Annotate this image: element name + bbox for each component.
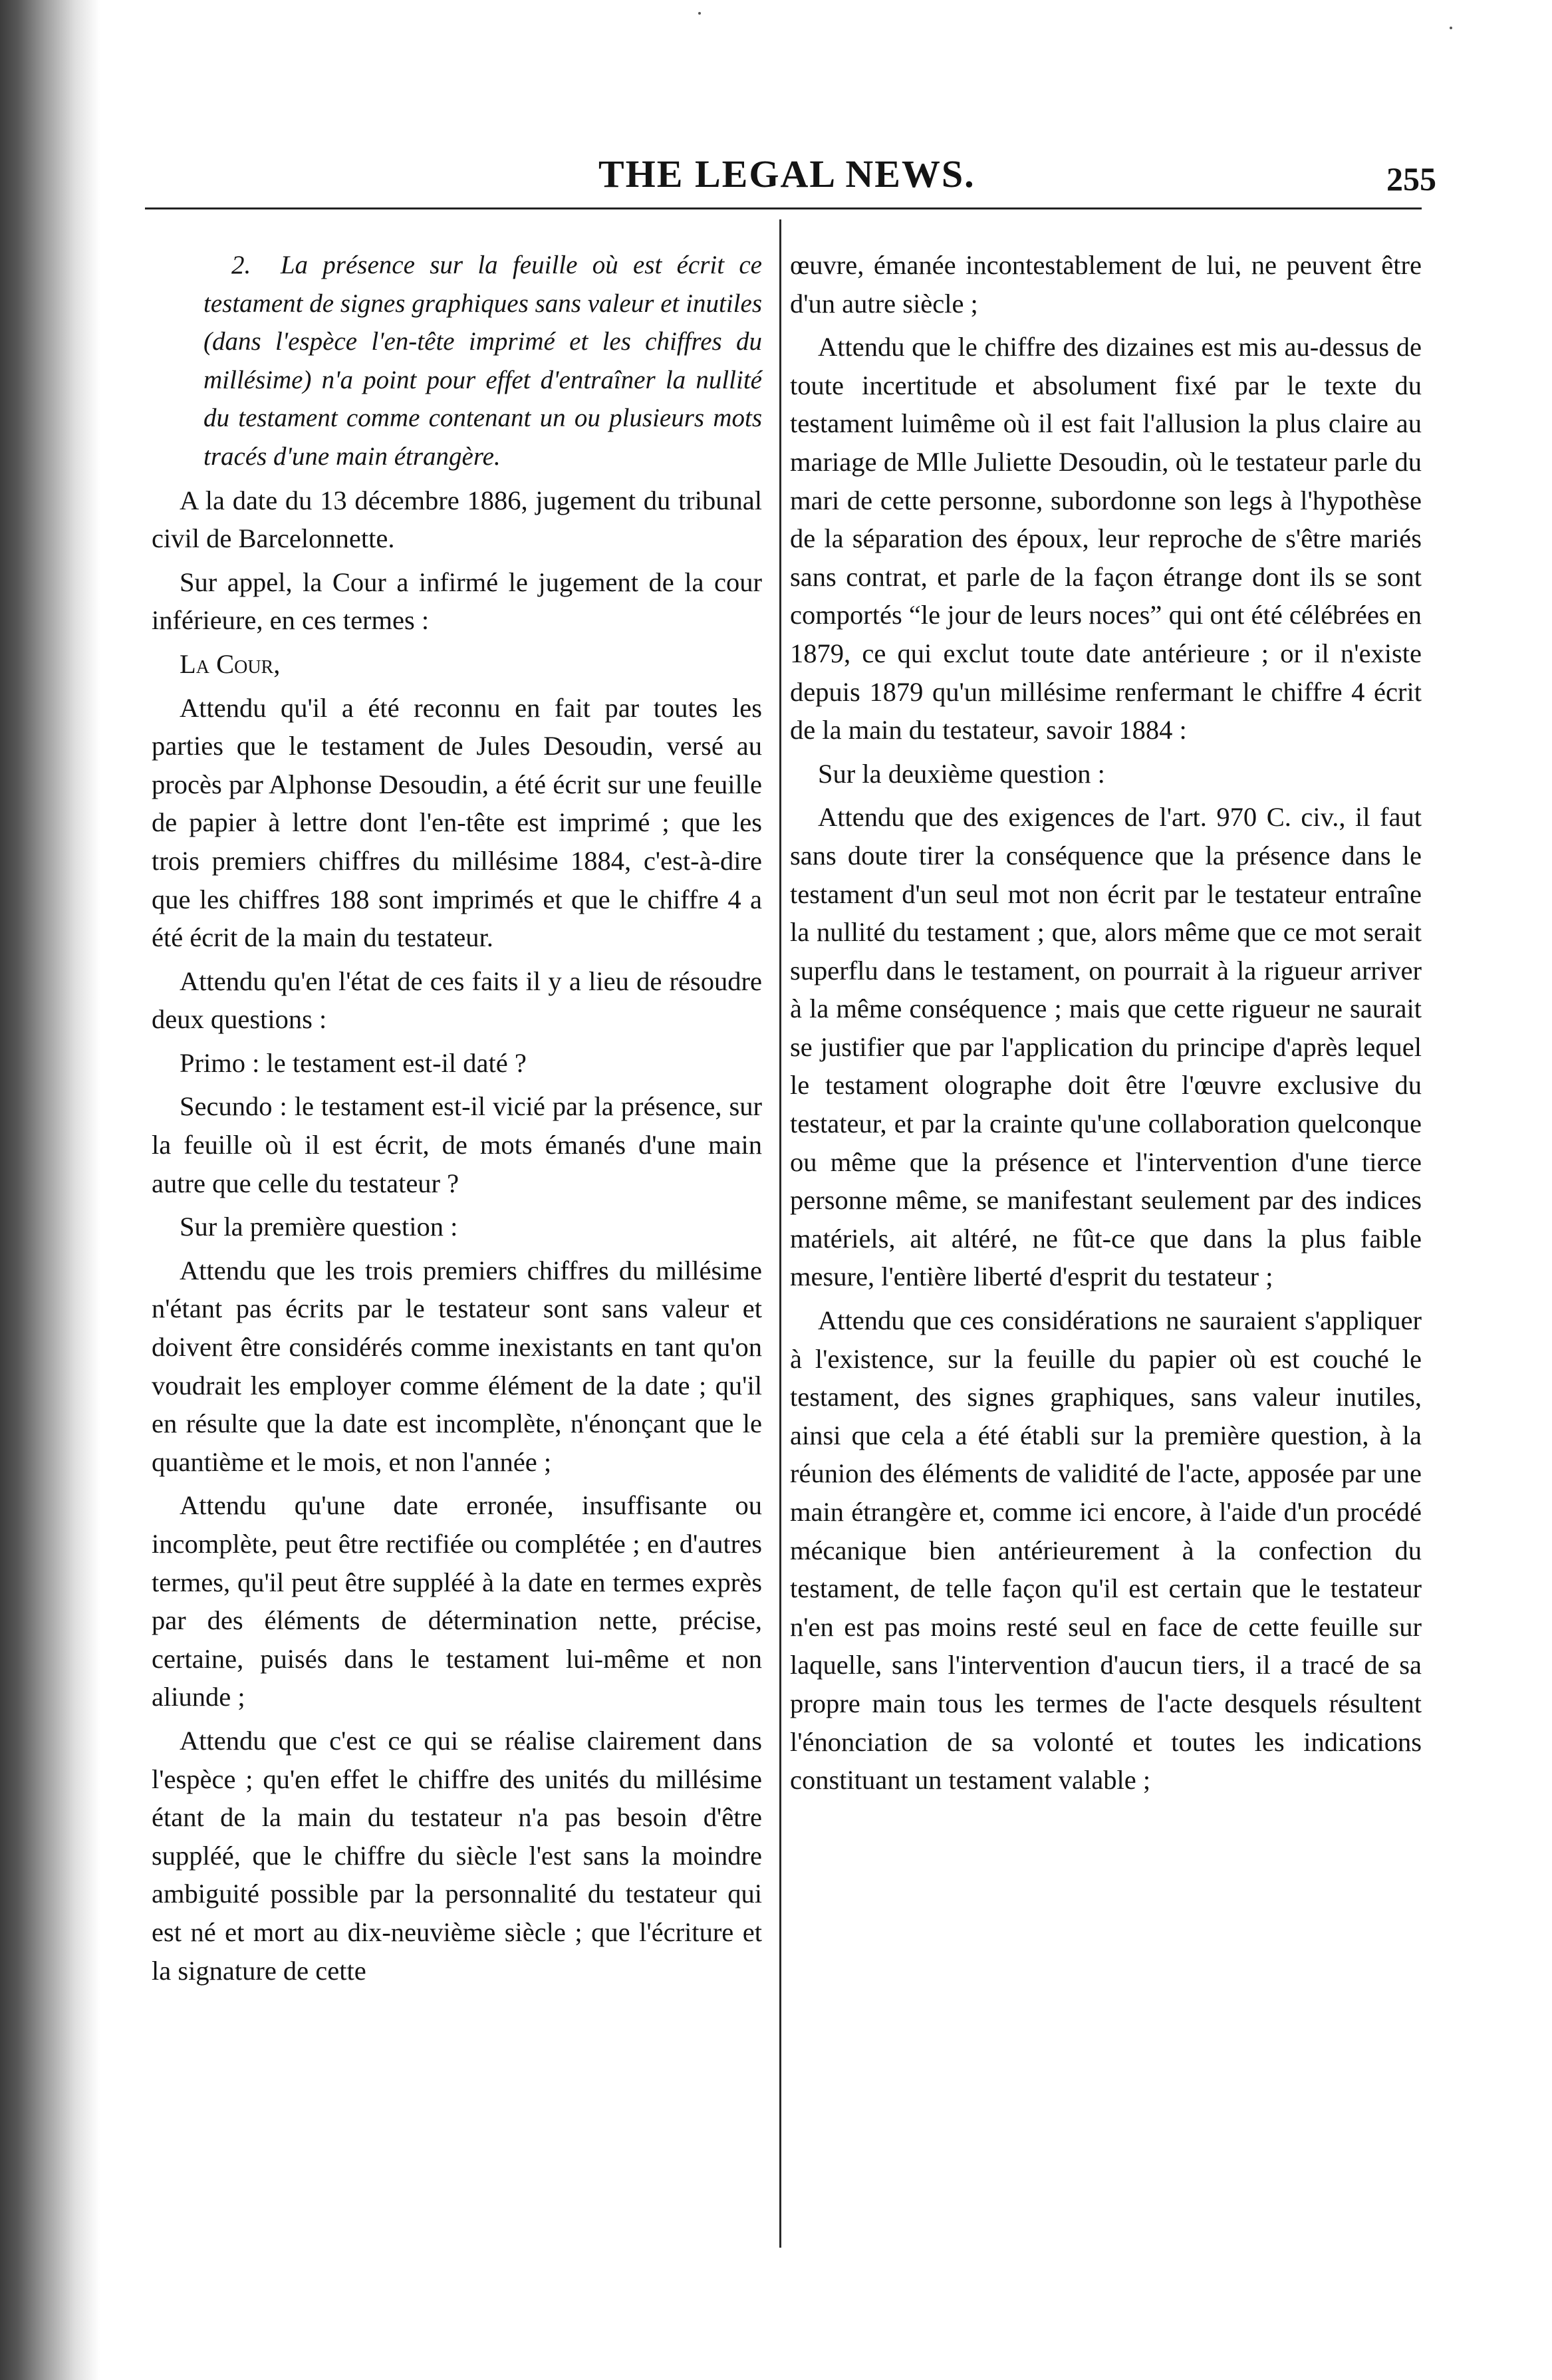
running-head: THE LEGAL NEWS.: [598, 152, 975, 196]
paragraph: A la date du 13 décembre 1886, jugement du tribunal civil de Barcelonnette.: [152, 485, 762, 554]
paragraph: Sur la première question :: [180, 1212, 458, 1242]
headnote: [152, 246, 762, 476]
paragraph: Sur la deuxième question :: [818, 758, 1105, 789]
paragraph: Primo : le testament est-il daté ?: [180, 1047, 527, 1078]
right-column: [790, 246, 1422, 1805]
column-divider: [779, 219, 781, 2248]
headnote-number: 2.: [231, 251, 251, 279]
paragraph: Attendu qu'une date erronée, insuffisante ou incomplète, peut être rectifiée ou complétée ; en d'autres termes, qu'il peut être suppléé à la date en termes exprès par des éléments de détermination nette, précise, certaine, puisés dans le testament lui-même et non aliunde ;: [152, 1490, 762, 1712]
headnote-text: La présence sur la feuille où est écrit ce testament de signes graphiques sans valeur et inutiles (dans l'espèce l'en-tête imprimé et les chiffres du millésime) n'a point pour effet d'entraîner la nullité du testament comme contenant un ou plusieurs mots tracés d'une main étrangère.: [203, 251, 762, 471]
paragraph: Attendu que les trois premiers chiffres du millésime n'étant pas écrits par le testateur sont sans valeur et doivent être considérés comme inexistants en tant qu'on voudrait les employer comme élément de la date ; qu'il en résulte que la date est incomplète, n'énonçant que le quantième et le mois, et non l'année ;: [152, 1255, 762, 1477]
paper-speck: [1450, 27, 1452, 29]
paragraph: Attendu que ces considérations ne sauraient s'appliquer à l'existence, sur la feuille du papier où est couché le testament, des signes graphiques, sans valeur inutiles, ainsi que cela a été établi sur la première question, à la réunion des éléments de validité de l'acte, apposée par une main étrangère et, comme ici encore, à l'aide d'un procédé mécanique bien antérieurement à la confection du testament, de telle façon qu'il est certain que le testateur n'en est pas moins resté seul en face de cette feuille sur laquelle, sans l'intervention d'aucun tiers, il a tracé de sa propre main tous les termes de l'acte desquels résultent l'énonciation de sa volonté et toutes les indications constituant un testament valable ;: [790, 1305, 1422, 1795]
page-number: 255: [1386, 160, 1436, 198]
paragraph: Attendu qu'en l'état de ces faits il y a lieu de résoudre deux questions :: [152, 966, 762, 1035]
paragraph: Attendu que le chiffre des dizaines est mis au-dessus de toute incertitude et absolument fixé par le texte du testament luimême où il est fait l'allusion la plus claire au mariage de Mlle Juliette Desoudin, où le testateur parle du mari de cette personne, subordonne son legs à l'hypothèse de la séparation des époux, leur reproche de s'être mariés sans contrat, et parle de la façon étrange dont ils se sont comportés “le jour de leurs noces” qui ont été célébrées en 1879, ce qui exclut toute date antérieure ; or il n'existe depuis 1879 qu'un millésime renfermant le chiffre 4 écrit de la main du testateur, savoir 1884 :: [790, 332, 1422, 745]
paragraph: œuvre, émanée incontestablement de lui, ne peuvent être d'un autre siècle ;: [790, 250, 1422, 319]
paragraph: Secundo : le testament est-il vicié par la présence, sur la feuille où il est écrit, de mots émanés d'une main autre que celle du testateur ?: [152, 1091, 762, 1198]
paragraph: Attendu que des exigences de l'art. 970 C. civ., il faut sans doute tirer la conséquence que la présence dans le testament d'un seul mot non écrit par le testateur entraîne la nullité du testament ; que, alors même que ce mot serait superflu dans le testament, on pourrait à la rigueur arriver à la même conséquence ; mais que cette rigueur ne saurait se justifier que par l'application du principe d'après lequel le testament olographe doit être l'œuvre exclusive du testateur, et par la crainte qu'une collaboration quelconque ou même que la présence et l'intervention d'une tierce personne même, se manifestant seulement par des indices matériels, ait altéré, ne fût-ce que dans la plus faible mesure, l'entière liberté d'esprit du testateur ;: [790, 802, 1422, 1292]
header-rule: [145, 207, 1422, 209]
paragraph: Attendu qu'il a été reconnu en fait par toutes les parties que le testament de Jules Desoudin, versé au procès par Alphonse Desoudin, a été écrit sur une feuille de papier à lettre dont l'en-tête est imprimé ; que les trois premiers chiffres du millésime 1884, c'est-à-dire que les chiffres 188 sont imprimés et que le chiffre 4 a été écrit de la main du testateur.: [152, 692, 762, 953]
court-heading: La Cour,: [180, 648, 281, 679]
paper-speck: [698, 12, 701, 15]
paragraph: Sur appel, la Cour a infirmé le jugement de la cour inférieure, en ces termes :: [152, 567, 762, 636]
paragraph: Attendu que c'est ce qui se réalise clairement dans l'espèce ; qu'en effet le chiffre des unités du millésime étant de la main du testateur n'a pas besoin d'être suppléé, que le chiffre du siècle l'est sans la moindre ambiguité possible par la personnalité du testateur qui est né et mort au dix-neuvième siècle ; que l'écriture et la signature de cette: [152, 1725, 762, 1986]
binding-shadow: [0, 0, 100, 2380]
left-column: [152, 246, 762, 1995]
